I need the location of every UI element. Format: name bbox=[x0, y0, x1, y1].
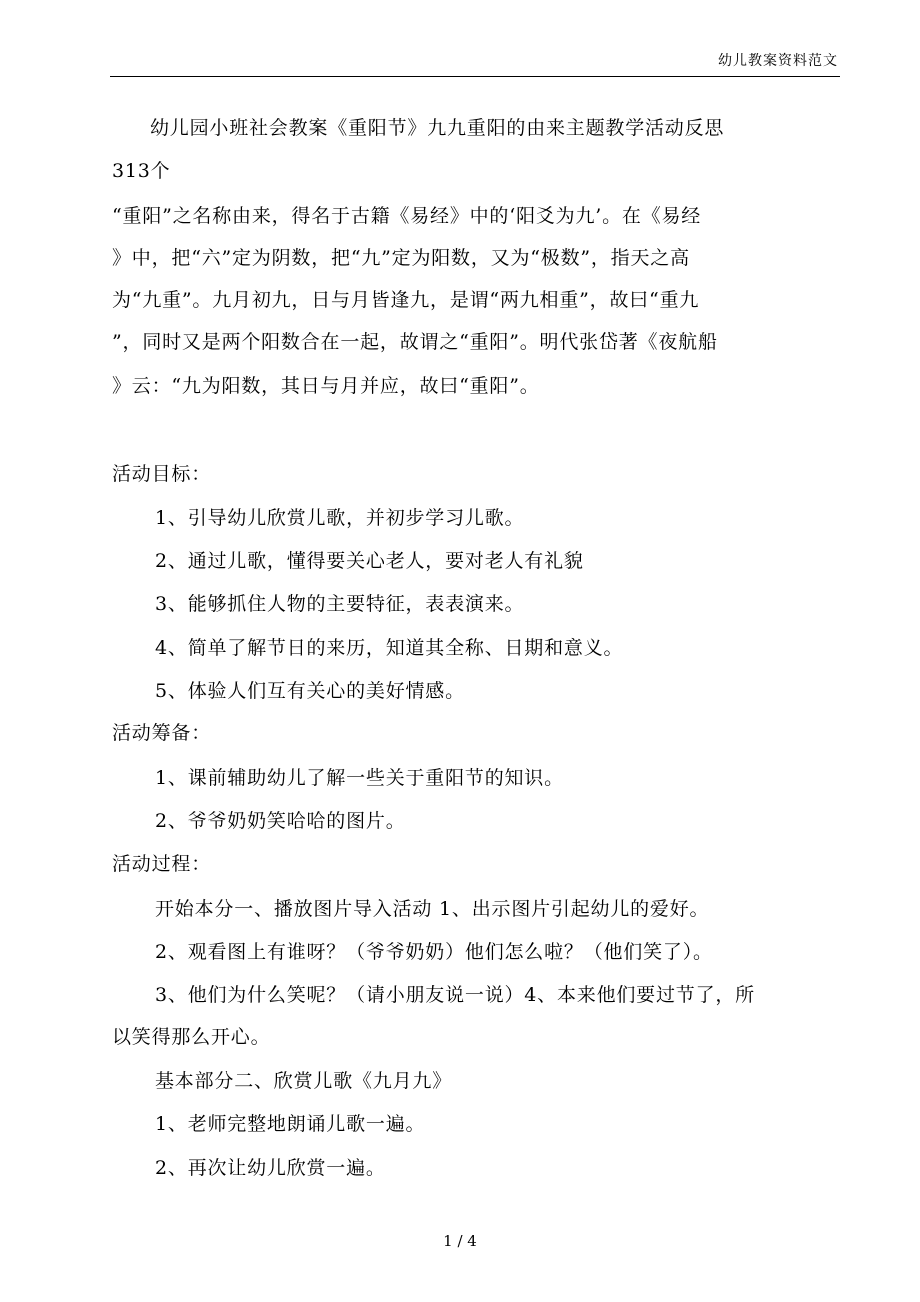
header-divider bbox=[110, 76, 840, 77]
goal-item: 1、引导幼儿欣赏儿歌，并初步学习儿歌。 bbox=[155, 507, 525, 529]
process-item: 3、他们为什么笑呢？（请小朋友说一说）4、本来他们要过节了，所 bbox=[155, 984, 755, 1006]
intro-line: 为“九重”。九月初九，日与月皆逢九，是谓“两九相重”，故曰“重九 bbox=[112, 289, 700, 311]
header-text: 幼儿教案资料范文 bbox=[718, 53, 838, 69]
process-item: 开始本分一、播放图片导入活动 1、出示图片引起幼儿的爱好。 bbox=[155, 898, 710, 920]
goal-item: 5、体验人们互有关心的美好情感。 bbox=[155, 680, 465, 702]
prep-heading: 活动筹备： bbox=[112, 722, 212, 744]
intro-line: 》云：“九为阳数，其日与月并应，故曰“重阳”。 bbox=[112, 375, 540, 397]
document-title-line-2: 313个 bbox=[112, 160, 171, 182]
goal-item: 3、能够抓住人物的主要特征，表表演来。 bbox=[155, 593, 525, 615]
goal-item: 4、简单了解节日的来历，知道其全称、日期和意义。 bbox=[155, 637, 624, 659]
process-item: 基本部分二、欣赏儿歌《九月九》 bbox=[155, 1070, 453, 1092]
process-item: 1、老师完整地朗诵儿歌一遍。 bbox=[155, 1113, 426, 1135]
intro-line: ”，同时又是两个阳数合在一起，故谓之“重阳”。明代张岱著《夜航船 bbox=[112, 331, 718, 353]
goal-item: 2、通过儿歌，懂得要关心老人，要对老人有礼貌 bbox=[155, 550, 584, 572]
intro-line: “重阳”之名称由来，得名于古籍《易经》中的‘阳爻为九’。在《易经 bbox=[112, 205, 702, 227]
intro-line: 》中，把“六”定为阴数，把“九”定为阳数，又为“极数”，指天之高 bbox=[112, 247, 690, 269]
document-title-line-1: 幼儿园小班社会教案《重阳节》九九重阳的由来主题教学活动反思 bbox=[150, 117, 725, 139]
process-heading: 活动过程： bbox=[112, 853, 212, 875]
process-item: 2、再次让幼儿欣赏一遍。 bbox=[155, 1157, 386, 1179]
process-item: 以笑得那么开心。 bbox=[112, 1026, 271, 1048]
page-number: 1 / 4 bbox=[443, 1232, 477, 1250]
goals-heading: 活动目标： bbox=[112, 463, 212, 485]
prep-item: 1、课前辅助幼儿了解一些关于重阳节的知识。 bbox=[155, 767, 564, 789]
process-item: 2、观看图上有谁呀？（爷爷奶奶）他们怎么啦？（他们笑了）。 bbox=[155, 941, 713, 963]
prep-item: 2、爷爷奶奶笑哈哈的图片。 bbox=[155, 810, 406, 832]
